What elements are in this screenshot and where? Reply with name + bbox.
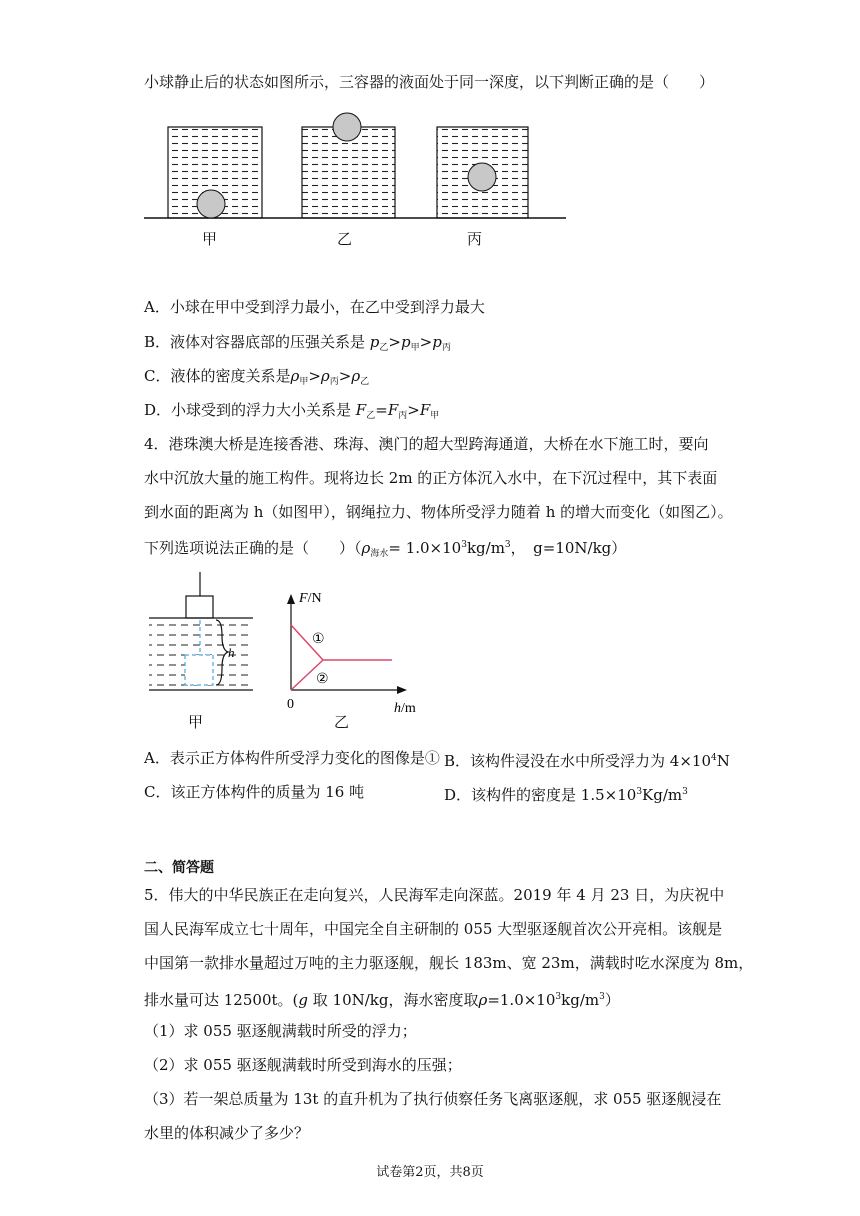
- label-q4-jia: 甲: [188, 713, 204, 731]
- q5-sub-3b: 水里的体积减少了多少？: [144, 1124, 310, 1142]
- svg-text:F/N: [298, 591, 322, 606]
- ball-bing: [468, 163, 496, 191]
- q4-option-a: A．表示正方体构件所受浮力变化的图像是①: [144, 749, 440, 767]
- h-label: h: [228, 645, 235, 660]
- q4-line-3: 到水面的距离为 h（如图甲），钢绳拉力、物体所受浮力随着 h 的增大而变化（如图乙）。: [144, 503, 733, 521]
- F-axis-unit: /N: [307, 591, 322, 606]
- q5-line-4: 排水量可达 12500t。(g 取 10N/kg，海水密度取$\rho=1.0\times 10^3kg/m^3$）: [144, 991, 620, 1009]
- q4-line-4: 下列选项说法正确的是（ ）（$\rho_{海水}= 1.0\times 10^3kg/m^3$， g=10N/kg）: [144, 539, 627, 559]
- label-jia: 甲: [202, 230, 218, 248]
- F-axis-label: F: [299, 591, 308, 606]
- curve-1-label: ①: [312, 631, 325, 647]
- curve-2-label: ②: [316, 671, 329, 687]
- q3-option-b: B．液体对容器底部的压强关系是 $p_乙>p_甲>p_丙$: [144, 333, 451, 353]
- curve-1: [291, 625, 392, 660]
- q4-graph: [287, 591, 416, 731]
- q3-intro: 小球静止后的状态如图所示，三容器的液面处于同一深度，以下判断正确的是（ ）: [144, 73, 715, 91]
- q5-line-1: 5．伟大的中华民族正在走向复兴，人民海军走向深蓝。2019 年 4 月 23 日，为庆祝中: [144, 886, 725, 904]
- ball-yi: [333, 113, 361, 141]
- label-yi: 乙: [337, 230, 353, 248]
- q3-option-d: D．小球受到的浮力大小关系是 $F_乙=F_丙>F_甲$: [144, 401, 440, 421]
- q4-line-1: 4．港珠澳大桥是连接香港、珠海、澳门的超大型跨海通道，大桥在水下施工时，要向: [144, 435, 709, 453]
- cube-submerged-dashed: [185, 655, 213, 685]
- q5-line-3: 中国第一款排水量超过万吨的主力驱逐舰，舰长 183m、宽 23m，满载时吃水深度为 8m，: [144, 954, 754, 972]
- q4-figure-jia: [149, 572, 253, 731]
- page-footer: 试卷第2页，共8页: [376, 1165, 484, 1180]
- q3-option-c: C．液体的密度关系是$\rho_甲>\rho_丙>\rho_乙$: [144, 367, 370, 387]
- q5-sub-3a: （3）若一架总质量为 13t 的直升机为了执行侦察任务飞离驱逐舰，求 055 驱逐舰浸在: [144, 1090, 722, 1108]
- svg-text:h/m: [394, 701, 416, 716]
- origin-label: 0: [287, 697, 294, 712]
- q4-option-d: D．该构件的密度是 $1.5\times 10^3Kg/m^3$: [444, 786, 688, 804]
- label-q4-yi: 乙: [334, 713, 350, 731]
- q5-sub-2: （2）求 055 驱逐舰满载时所受到海水的压强；: [144, 1056, 462, 1074]
- q4-line-2: 水中沉放大量的施工构件。现将边长 2m 的正方体沉入水中，在下沉过程中，其下表面: [144, 469, 718, 487]
- q3-figure: [144, 113, 566, 248]
- q3-option-a: A．小球在甲中受到浮力最小，在乙中受到浮力最大: [144, 298, 485, 316]
- h-axis-label: h: [394, 701, 401, 716]
- cube-above-water: [186, 596, 213, 618]
- ball-jia: [197, 190, 225, 218]
- h-axis-unit: /m: [401, 701, 416, 716]
- q4-option-c: C．该正方体构件的质量为 16 吨: [144, 783, 365, 801]
- q4-option-b: B．该构件浸没在水中所受浮力为 $4\times 10^4N$: [444, 752, 730, 770]
- label-bing: 丙: [467, 230, 483, 248]
- q5-line-2: 国人民海军成立七十周年，中国完全自主研制的 055 大型驱逐舰首次公开亮相。该舰是: [144, 920, 723, 938]
- q5-sub-1: （1）求 055 驱逐舰满载时所受的浮力；: [144, 1022, 417, 1040]
- section-heading: 二、简答题: [144, 860, 214, 876]
